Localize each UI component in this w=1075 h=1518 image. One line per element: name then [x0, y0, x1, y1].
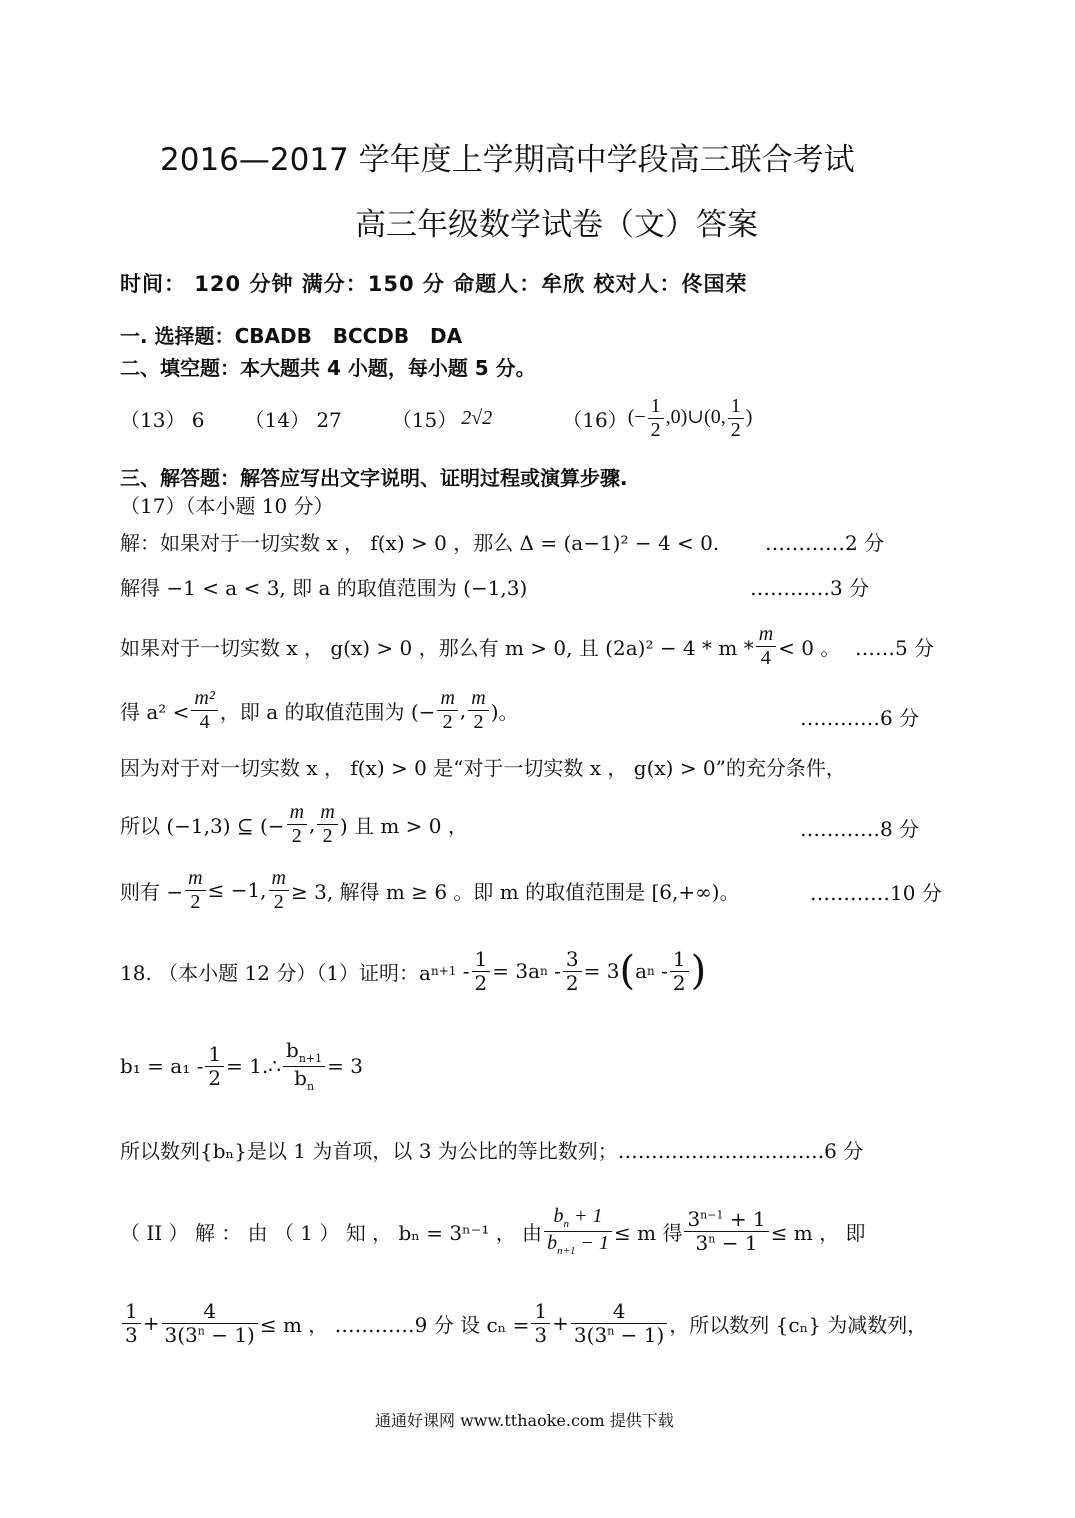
q17-line-4-a: 得 a² <	[120, 699, 190, 724]
q17-line-3: 如果对于一切实数 x ， g(x) > 0 ，那么有 m > 0, 且 (2a)² − 4 * m * $\frac{m}{4}$ < 0 。	[120, 622, 841, 669]
q18-line-3: 所以数列{bₙ}是以 1 为首项，以 3 为公比的等比数列；………………………….6 分	[120, 1139, 864, 1163]
q17-line-7-b: ≤ −1,	[207, 878, 267, 902]
q17-line-3-a: 如果对于一切实数 x ， g(x) > 0 ，那么有 m > 0, 且 (2a)² − 4 * m *	[120, 635, 754, 660]
q17-line-6-a: 所以 (−1,3) ⊆ (−	[120, 813, 285, 838]
q17-line-3-b: < 0 。	[778, 635, 841, 660]
q17-score-2: …………2 分	[765, 531, 885, 555]
q17-line-1: 解：如果对于一切实数 x ， f(x) > 0 ，那么 Δ = (a−1)² − 4 < 0.	[120, 531, 720, 555]
q17-line-5: 因为对于对一切实数 x ， f(x) > 0 是“对于一切实数 x ， g(x) > 0”的充分条件，	[120, 756, 846, 780]
footer-text: 通通好课网 www.tthaoke.com 提供下载	[375, 1411, 674, 1430]
q17-line-7-c: ≥ 3, 解得 m ≥ 6 。即 m 的取值范围是 [6,+∞)。	[291, 879, 740, 904]
answer-15-label: （15）	[391, 407, 458, 432]
q18-line-4: （ II ） 解 ： 由 （ 1 ） 知 ， bₙ = 3ⁿ⁻¹ ， 由 $\frac{b_n + 1}{b_{n+1} - 1}$ ≤ m 得 $\frac{3^{n-1} + 1}{3^n - 1}$ ≤ m ， 即	[120, 1204, 866, 1257]
q18-line-2-c: = 3	[327, 1054, 363, 1078]
q17-score-8: …………8 分	[800, 817, 920, 841]
section-3-label: 三、解答题：解答应写出文字说明、证明过程或演算步骤.	[120, 466, 628, 490]
q17-line-4: 得 a² < $\frac{\text{m²}}{4}$ ，即 a 的取值范围为 (− $\frac{m}{2}$ , $\frac{m}{2}$ )。	[120, 686, 519, 733]
q17-line-6: 所以 (−1,3) ⊆ (− $\frac{m}{2}$ , $\frac{m}{2}$ ) 且 m > 0 ，	[120, 800, 468, 847]
section-1	[120, 320, 462, 349]
choice-answers: CBADB BCCDB DA	[234, 324, 463, 348]
q18-line-4-b: ≤ m 得	[614, 1220, 683, 1245]
q18-line-2-b: = 1.∴	[226, 1054, 282, 1078]
q17-line-6-b: ) 且 m > 0 ，	[339, 813, 468, 838]
answer-14: （14） 27	[244, 407, 342, 432]
q18-line-5-b: ，所以数列 {cₙ} 为减数列，	[669, 1312, 928, 1337]
doc-subtitle: 高三年级数学试卷（文）答案	[355, 207, 758, 243]
answer-16-expr: (− $\frac{1}{2}$ ,0)∪(0, $\frac{1}{2}$ )	[627, 394, 753, 441]
q17-line-7-a: 则有 −	[120, 879, 184, 904]
doc-title: 2016—2017 学年度上学期高中学段高三联合考试	[160, 142, 855, 178]
q18-line-1: 18. （本小题 12 分）（1）证明：a n+1 - $\frac{1}{2}$ = 3a n - $\frac{3}{2}$ = 3 ( a n - $\frac{1}{2}$ )	[120, 946, 707, 995]
q17-header: （17）（本小题 10 分）	[120, 494, 334, 518]
exam-info: 时间： 120 分钟 满分：150 分 命题人：牟欣 校对人：佟国荣	[120, 272, 748, 296]
q18-line-1-c: = 3	[583, 959, 620, 983]
q18-line-4-a: （ II ） 解 ： 由 （ 1 ） 知 ， bₙ = 3ⁿ⁻¹ ， 由	[120, 1220, 543, 1245]
answer-13: （13） 6	[120, 407, 205, 432]
q17-score-10: …………10 分	[810, 881, 942, 905]
q18-line-4-c: ≤ m ， 即	[770, 1220, 866, 1245]
answer-16-label: （16）	[562, 407, 628, 432]
q17-score-6: …………6 分	[800, 706, 920, 730]
q18-line-2-a: b₁ = a₁ -	[120, 1054, 204, 1078]
q17-line-7: 则有 − $\frac{m}{2}$ ≤ −1, $\frac{m}{2}$ ≥ 3, 解得 m ≥ 6 。即 m 的取值范围是 [6,+∞)。	[120, 866, 740, 913]
q18-line-5: $\frac{1}{3}$ + $\frac{4}{3(3^n - 1)}$ ≤ m ， …………9 分 设 cₙ = $\frac{1}{3}$ + $\frac{4}{3(3^n - 1)}$ ，所以数列 {cₙ} 为减数列，	[120, 1290, 927, 1356]
answer-15-value: 2√2	[461, 406, 493, 429]
q17-score-3: …………3 分	[750, 576, 870, 600]
q17-line-4-c: )。	[490, 699, 519, 724]
q18-line-1-a: 18. （本小题 12 分）（1）证明：a	[120, 960, 431, 985]
q18-line-2: b₁ = a₁ - $\frac{1}{2}$ = 1.∴ $\frac{b_{n+1}}{b_n}$ = 3	[120, 1037, 363, 1093]
q18-line-5-a: ≤ m ， …………9 分 设 cₙ =	[259, 1312, 530, 1337]
section-2-label: 二、填空题：本大题共 4 小题，每小题 5 分。	[120, 356, 536, 380]
fill-answers-row	[120, 393, 752, 443]
q18-line-1-b: = 3a	[492, 959, 541, 983]
q17-score-5: ……5 分	[855, 636, 935, 660]
q17-line-2: 解得 −1 < a < 3, 即 a 的取值范围为 (−1,3)	[120, 576, 528, 600]
section-1-label: 一. 选择题：	[120, 324, 235, 348]
q17-line-4-b: ，即 a 的取值范围为 (−	[219, 699, 436, 724]
